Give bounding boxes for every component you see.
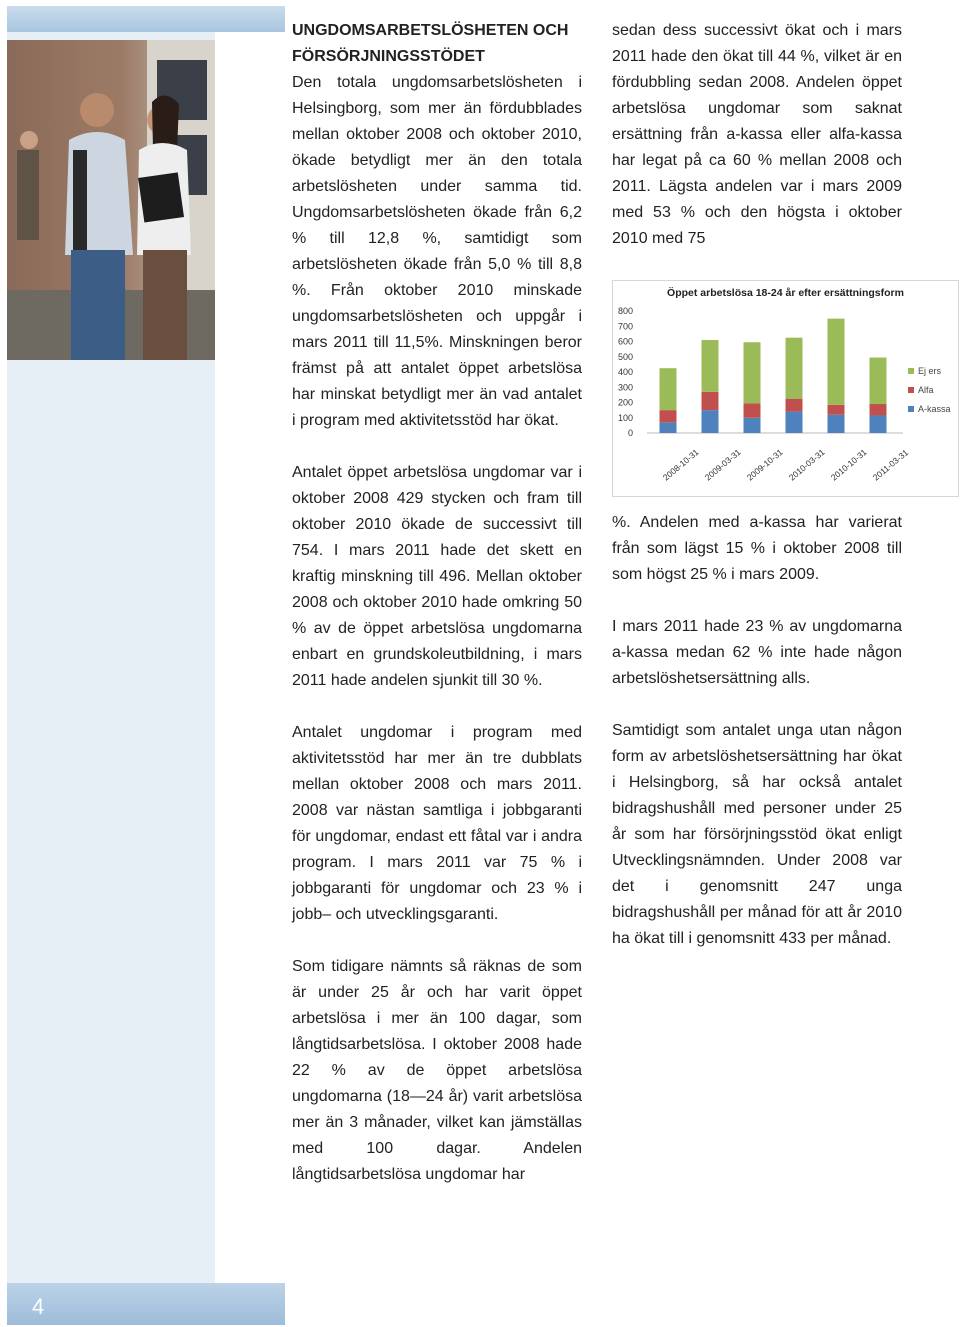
- y-tick-label: 300: [617, 382, 633, 393]
- right-column-top: [612, 18, 902, 252]
- y-tick-label: 700: [617, 321, 633, 332]
- legend-swatch: [908, 387, 914, 393]
- legend-item: [908, 361, 951, 380]
- x-tick-label: 2010-10-31: [828, 446, 869, 483]
- bar-segment-alfa: [786, 399, 803, 412]
- page-number: 4: [32, 1294, 45, 1319]
- left-paragraph-1: [292, 18, 582, 434]
- bar-segment-a-kassa: [660, 422, 677, 433]
- left-paragraph-4: Som tidigare nämnts så räknas de som är under 25 år och har varit öppet arbetslösa i mer än 100 dagar, som långtidsarbetslösa. I oktober 2008 hade 22 % av de öppet arbetslösa ungdomarna (18—24 år) varit arbetslösa mer än 3 månader, vilket kan jämställas med 100 dagar. Andelen långtidsarbetslösa ungdomar har: [292, 958, 582, 1183]
- section-heading-line-1: UNGDOMSARBETSLÖSHETEN OCH: [292, 22, 569, 39]
- bar-segment-a-kassa: [702, 410, 719, 433]
- bar-segment-alfa: [870, 404, 887, 415]
- bar-segment-ej-ers: [744, 342, 761, 403]
- y-tick-label: 200: [617, 397, 633, 408]
- right-column-bottom: [612, 510, 902, 952]
- bar-segment-alfa: [660, 410, 677, 422]
- bar-segment-ej-ers: [870, 358, 887, 405]
- left-paragraph-3: Antalet ungdomar i program med aktivitetsstöd har mer än tre dubblats mellan oktober 2008 och mars 2011. 2008 var nästan samtliga i jobbgaranti för ungdomar, endast ett fåtal var i andra program. I mars 2011 var 75 % i jobbgaranti för ungdomar och 23 % i jobb– och utvecklingsgaranti.: [292, 724, 582, 923]
- chart-title: Öppet arbetslösa 18-24 år efter ersättningsform: [667, 287, 904, 299]
- x-tick-label: 2011-03-31: [870, 447, 911, 483]
- bar-segment-ej-ers: [828, 319, 845, 405]
- legend-label: Alfa: [918, 384, 934, 395]
- x-tick-label: 2009-03-31: [702, 446, 743, 483]
- footer-band: [7, 1283, 285, 1325]
- legend-item: [908, 380, 951, 399]
- x-tick-label: 2008-10-31: [660, 446, 701, 483]
- bar-segment-a-kassa: [744, 418, 761, 433]
- y-tick-label: 400: [617, 367, 633, 377]
- y-tick-label: 600: [617, 336, 633, 347]
- right-paragraph-1: sedan dess successivt ökat och i mars 2011 hade den ökat till 44 %, vilket är en fördubbling sedan 2008. Andelen öppet arbetslösa ungdomar som saknat ersättning från a-kassa eller alfa-kassa har legat på ca 60 % mellan 2008 och 2011. Lägsta andelen var i mars 2009 med 53 % och den högsta i oktober 2010 med 75: [612, 22, 902, 247]
- bar-segment-alfa: [744, 403, 761, 417]
- legend-swatch: [908, 368, 914, 374]
- right-paragraph-4: Samtidigt som antalet unga utan någon form av arbetslöshetsersättning har ökat i Helsingborg, så har också antalet bidragshushåll med personer under 25 år som har försörjningsstöd ökat enligt Utvecklingsnämnden. Under 2008 var det i genomsnitt 247 unga bidragshushåll per månad för att år 2010 ha ökat till i genomsnitt 433 per månad.: [612, 722, 902, 947]
- x-tick-label: 2010-03-31: [786, 446, 827, 483]
- bar-segment-a-kassa: [786, 412, 803, 433]
- y-tick-label: 500: [617, 351, 633, 362]
- left-column: [292, 18, 582, 1188]
- left-paragraph-1-text: Den totala ungdomsarbetslösheten i Helsingborg, som mer än fördubblades mellan oktober 2008 och oktober 2010, ökade betydligt mer än den totala arbetslösheten under samma tid. Ungdomsarbetslösheten ökade från 6,2 % till 12,8 %, samtidigt som arbetslösheten ökade från 5,0 % till 8,8 %. Från oktober 2010 minskade ungdomsarbetslösheten och uppgår i mars 2011 till 11,5%. Minskningen beror främst på att antalet öppet arbetslösa har minskat betydligt mer än vad antalet i program med aktivitetsstöd har ökat.: [292, 74, 582, 429]
- y-tick-label: 100: [617, 412, 633, 423]
- bar-segment-ej-ers: [660, 368, 677, 410]
- right-paragraph-3: I mars 2011 hade 23 % av ungdomarna a-kassa medan 62 % inte hade någon arbetslöshetsersättning alls.: [612, 618, 902, 687]
- unemployment-chart: [612, 280, 959, 497]
- bar-segment-a-kassa: [870, 415, 887, 433]
- chart-legend: [908, 361, 951, 418]
- bar-segment-ej-ers: [702, 340, 719, 392]
- students-photo-illustration: [7, 40, 215, 360]
- section-heading-line-2: FÖRSÖRJNINGSSTÖDET: [292, 48, 485, 65]
- y-tick-label: 0: [627, 428, 633, 438]
- y-tick-label: 800: [617, 306, 633, 316]
- students-photo: [7, 40, 215, 360]
- sidebar-top-band: [7, 6, 285, 32]
- bar-segment-ej-ers: [786, 338, 803, 399]
- legend-label: Ej ers: [918, 365, 942, 376]
- legend-item: [908, 399, 951, 418]
- bar-segment-a-kassa: [828, 415, 845, 433]
- right-paragraph-2: %. Andelen med a-kassa har varierat från som lägst 15 % i oktober 2008 till som högst 25 % i mars 2009.: [612, 514, 902, 583]
- left-paragraph-2: Antalet öppet arbetslösa ungdomar var i oktober 2008 429 stycken och fram till oktober 2010 ökade de successivt till 754. I mars 2011 hade det skett en kraftig minskning till 496. Mellan oktober 2008 och oktober 2010 hade omkring 50 % av de öppet arbetslösa ungdomarna enbart en grundskoleutbildning, i mars 2011 hade andelen sjunkit till 30 %.: [292, 464, 582, 689]
- x-tick-label: 2009-10-31: [744, 446, 785, 483]
- chart-plot: [613, 281, 958, 496]
- bar-segment-alfa: [702, 392, 719, 410]
- legend-swatch: [908, 406, 914, 412]
- legend-label: A-kassa: [918, 403, 951, 414]
- bar-segment-alfa: [828, 405, 845, 415]
